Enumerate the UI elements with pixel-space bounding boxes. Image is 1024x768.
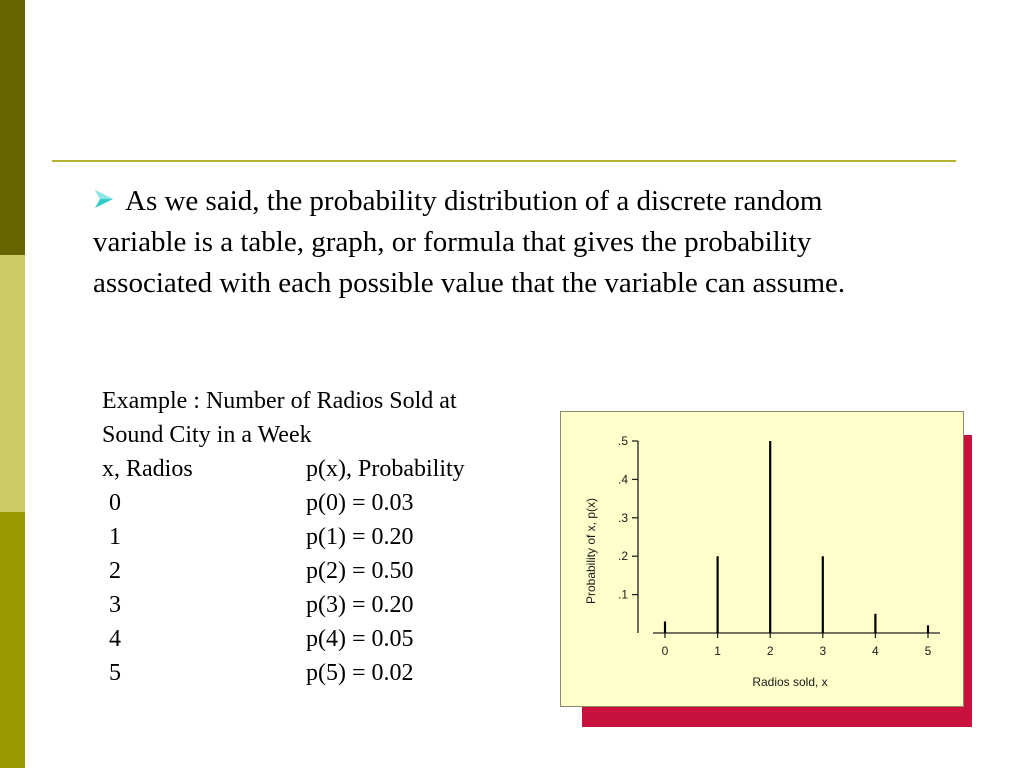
y-tick-label: .2: [617, 549, 628, 564]
x-tick-label: 3: [819, 644, 827, 658]
table-row: [102, 588, 572, 622]
x-tick-label: 1: [714, 644, 721, 658]
example-title-line1: Example : Number of Radios Sold at: [102, 388, 457, 414]
body-paragraph: [93, 181, 923, 304]
y-tick-label: .5: [617, 434, 628, 448]
row-x: 1: [109, 524, 121, 550]
y-axis-title: Probability of x, p(x): [584, 497, 598, 605]
table-row: [102, 622, 572, 656]
table-row: [102, 486, 572, 520]
x-tick-label: 2: [766, 644, 774, 658]
x-tick-label: 5: [924, 644, 932, 658]
sidebar-stripe-light: [0, 255, 25, 512]
arrow-bullet-icon: [93, 180, 125, 221]
title-divider: [52, 160, 956, 162]
table-header: [102, 452, 572, 486]
row-p: p(5) = 0.02: [306, 660, 414, 686]
x-tick-label: 4: [872, 644, 879, 658]
row-p: p(0) = 0.03: [306, 490, 414, 516]
table-row: [102, 520, 572, 554]
example-block: [102, 384, 572, 690]
table-row: [102, 656, 572, 690]
sidebar-stripe-dark: [0, 0, 25, 255]
row-p: p(4) = 0.05: [306, 626, 414, 652]
row-p: p(1) = 0.20: [306, 524, 414, 550]
row-x: 3: [109, 592, 121, 618]
paragraph-text: As we said, the probability distribution of a discrete random variable is a table, graph, or formula that gives the probability associated with each possible value that the variable can assume.: [93, 185, 846, 299]
row-x: 5: [109, 660, 121, 686]
y-axis: [618, 434, 638, 633]
y-tick-label: .4: [617, 472, 628, 487]
bars: [665, 441, 928, 633]
x-tick-label: 0: [661, 644, 669, 658]
header-p: p(x), Probability: [306, 456, 465, 482]
header-x: x, Radios: [102, 456, 193, 482]
example-title-line2: Sound City in a Week: [102, 422, 312, 448]
row-x: 4: [109, 626, 121, 652]
x-axis-title: Radios sold, x: [752, 675, 828, 689]
row-x: 2: [109, 558, 121, 584]
sidebar-stripe-mid: [0, 512, 25, 768]
row-p: p(2) = 0.50: [306, 558, 414, 584]
row-x: 0: [109, 490, 121, 516]
x-axis: [653, 633, 940, 658]
probability-chart: [561, 412, 965, 708]
y-tick-label: .3: [617, 510, 628, 525]
y-tick-label: .1: [617, 587, 628, 602]
chart-panel: [560, 411, 964, 707]
row-p: p(3) = 0.20: [306, 592, 414, 618]
table-row: [102, 554, 572, 588]
